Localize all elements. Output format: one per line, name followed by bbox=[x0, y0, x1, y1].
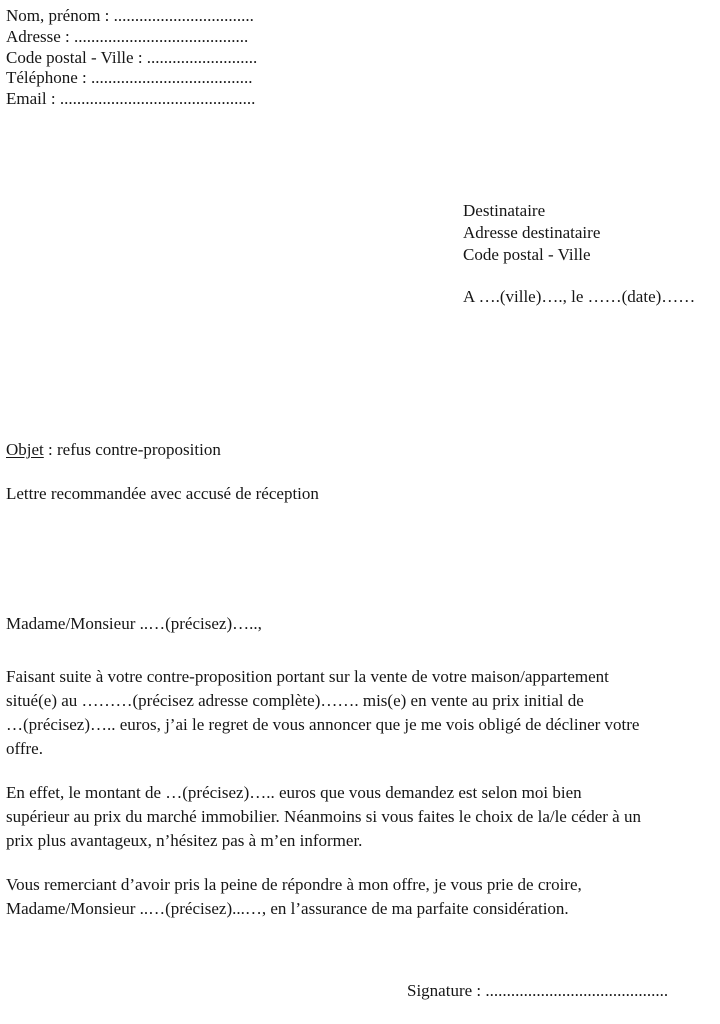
sender-block bbox=[6, 6, 257, 110]
sender-name-line: Nom, prénom : ................................. bbox=[6, 6, 254, 25]
paragraph-line: …(précisez)….. euros, j’ai le regret de vous annoncer que je me vois obligé de décliner votre bbox=[6, 715, 640, 734]
paragraph-line: En effet, le montant de …(précisez)….. euros que vous demandez est selon moi bien bbox=[6, 783, 582, 802]
paragraph-line: Madame/Monsieur ..…(précisez)...…, en l’assurance de ma parfaite considération. bbox=[6, 899, 569, 918]
registered-mail-mention: Lettre recommandée avec accusé de réception bbox=[6, 484, 319, 503]
paragraph-1 bbox=[6, 665, 639, 761]
paragraph-3 bbox=[6, 873, 582, 921]
paragraph-line: supérieur au prix du marché immobilier. Néanmoins si vous faites le choix de la/le céder à un bbox=[6, 807, 641, 826]
subject-line bbox=[6, 440, 221, 460]
sender-phone-line: Téléphone : ...................................... bbox=[6, 68, 253, 88]
recipient-postal-city-line: Code postal - Ville bbox=[463, 245, 591, 264]
paragraph-line: Faisant suite à votre contre-proposition portant sur la vente de votre maison/appartement bbox=[6, 667, 609, 686]
recipient-block bbox=[463, 200, 600, 266]
sender-address-line: Adresse : ......................................... bbox=[6, 26, 249, 46]
date-line: A ….(ville)…., le ……(date)…… bbox=[463, 287, 696, 306]
recipient-name-line: Destinataire bbox=[463, 201, 546, 220]
paragraph-line: prix plus avantageux, n’hésitez pas à m’en informer. bbox=[6, 831, 363, 850]
sender-postal-city-line: Code postal - Ville : .......................... bbox=[6, 47, 258, 67]
sender-email-line: Email : .............................................. bbox=[6, 89, 256, 109]
salutation: Madame/Monsieur ..…(précisez)….., bbox=[6, 614, 262, 633]
recipient-address-line: Adresse destinataire bbox=[463, 223, 601, 242]
subject-label: Objet bbox=[6, 440, 44, 459]
paragraph-line: Vous remerciant d’avoir pris la peine de répondre à mon offre, je vous prie de croire, bbox=[6, 875, 582, 894]
subject-rest: : refus contre-proposition bbox=[43, 440, 221, 459]
signature-line: Signature : ........................................... bbox=[407, 981, 669, 1000]
paragraph-line: offre. bbox=[6, 739, 43, 758]
paragraph-line: situé(e) au ………(précisez adresse complète)……. mis(e) en vente au prix initial de bbox=[6, 691, 584, 710]
paragraph-2 bbox=[6, 781, 641, 853]
